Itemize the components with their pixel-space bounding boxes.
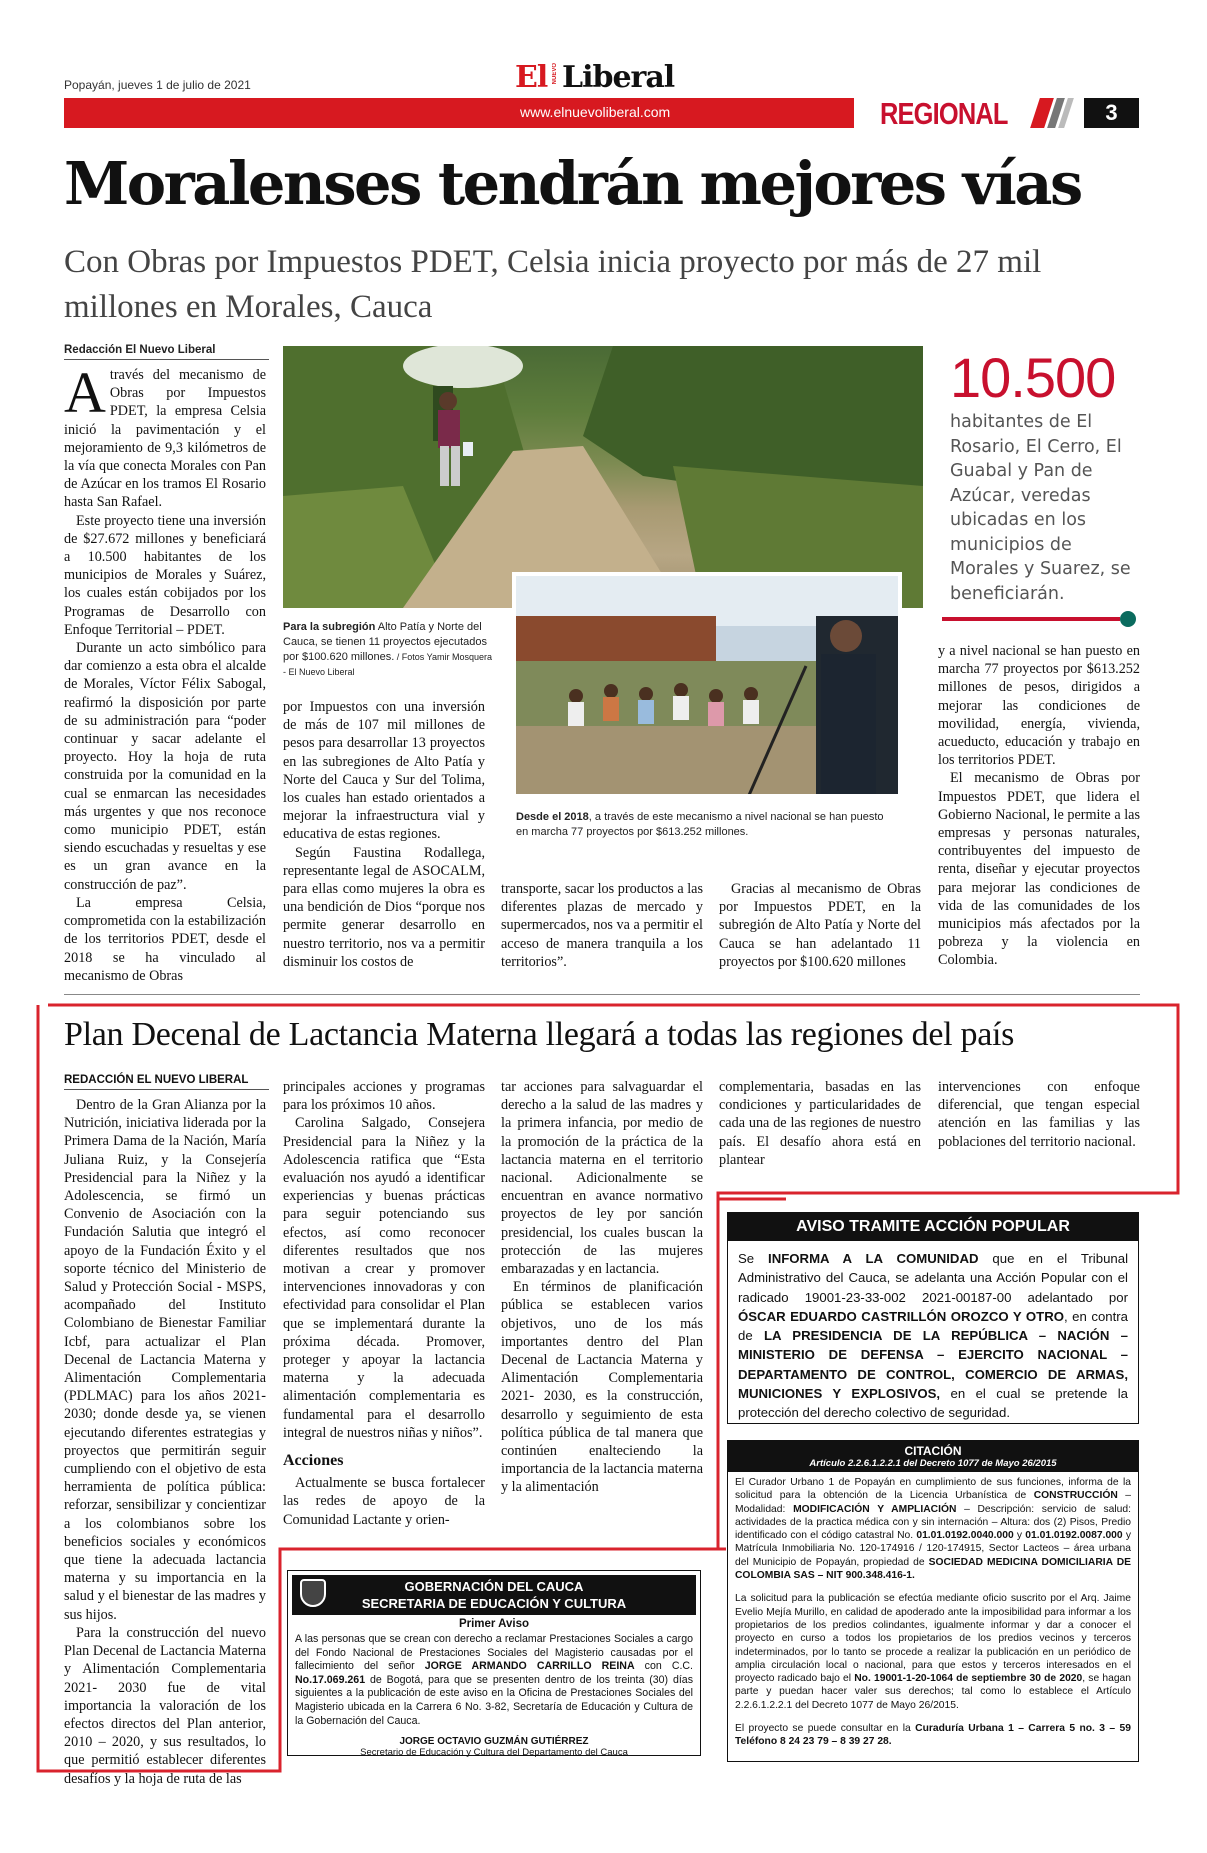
- road-photo-svg: [283, 346, 923, 608]
- cit-p1g: y: [1013, 1530, 1026, 1542]
- article2-col1-p2: Para la construcción del nuevo Plan Decenal de Lactancia Materna y Alimentación Complementaria 2021- 2030 fue de vital importancia la valoración de los efectos directos del Plan anterior, 2010 – 2020, y sus resultados, lo que permitió establecer diferentes desafíos y la hoja de ruta de las: [64, 1624, 266, 1787]
- aviso-b1: INFORMA A LA COMUNIDAD: [768, 1251, 979, 1266]
- page-number: [1084, 98, 1139, 128]
- caption-event-text: , a través de este mecanismo a nivel nacional se han puesto en marcha 77 proyectos por $613.252 millones.: [516, 811, 884, 838]
- article2-col4-p1: complementaria, basadas en las condiciones y particularidades de cada una de las regiones de nuestro país. El desafío ahora está en plantear: [719, 1079, 921, 1168]
- aviso-t2: que en el Tribunal Administrativo del Cauca, se adelanta una Acción Popular con el radicado 19001-23-33-002 2021-00187-00 adelantado por: [738, 1251, 1129, 1305]
- gobernacion-seal-icon: [300, 1579, 326, 1607]
- cit-p3a: El proyecto se puede consultar en la: [735, 1723, 916, 1735]
- citacion-box: [727, 1440, 1139, 1762]
- caption-road-bold: Para la subregión: [283, 621, 376, 633]
- gob-t1: A las personas que se crean con derecho a reclamar Prestaciones Sociales a cargo del Fondo Nacional de Prestaciones Sociales del Magisterio causadas por el fallecimiento del señor: [295, 1633, 693, 1673]
- section-divider: [64, 994, 1140, 995]
- event-photo: [512, 572, 902, 798]
- newspaper-logo: [515, 60, 695, 96]
- caption-event: [516, 810, 896, 840]
- article1-col2: [283, 698, 485, 971]
- article1-col1-p1: través del mecanismo de Obras por Impuestos PDET, la empresa Celsia inició la pavimentación y el mejoramiento de 9,3 kilómetros de la vía que conecta Morales con Pan de Azúcar en los tramos El Rosario hasta San Rafael.: [64, 367, 266, 511]
- logo-nuevo: NUEVO: [552, 63, 558, 85]
- article2-col2-sub: Acciones: [283, 1452, 344, 1470]
- pull-rule: [942, 617, 1120, 621]
- logo-el: El: [515, 60, 548, 95]
- road-photo: [283, 346, 923, 608]
- gobernacion-sign-name: JORGE OCTAVIO GUZMÁN GUTIÉRREZ: [399, 1736, 589, 1748]
- article1-col1-p2: Este proyecto tiene una inversión de $27.672 millones y beneficiará a 10.500 habitantes de los municipios de Morales y Suárez, los cuales están cobijados por los Programas de Desarrollo con Enfoque Territorial – PDET.: [64, 512, 266, 638]
- aviso-t1: Se: [738, 1251, 769, 1266]
- gobernacion-header: [292, 1575, 696, 1615]
- caption-road: [283, 620, 493, 680]
- article2-col5-p1: intervenciones con enfoque diferencial, que tengan especial atención en las familias y las poblaciones del territorio nacional.: [938, 1079, 1140, 1150]
- article1-col3-p1: transporte, sacar los productos a las diferentes plazas de mercado y supermercados, nos va a permitir el acceso de manera tranquila a los territorios”.: [501, 881, 703, 970]
- article1-col2-p2: Según Faustina Rodallega, representante legal de ASOCALM, para ellas como mujeres la obra es una bendición de Dios “porque nos permite generar desarrollo en nuestro territorio, nos va a permitir disminuir los costos de: [283, 844, 485, 970]
- aviso-t3: , en contra de: [738, 1308, 1128, 1344]
- citacion-p3: [735, 1722, 1131, 1749]
- gobernacion-box: [287, 1570, 701, 1759]
- citacion-header: [728, 1441, 1138, 1472]
- gobernacion-title2: SECRETARIA DE EDUCACIÓN Y CULTURA: [361, 1596, 627, 1611]
- article1-col3: [501, 880, 703, 971]
- pull-dot: [1120, 611, 1136, 627]
- pull-number: 10.500: [950, 346, 1116, 409]
- gob-b2: No.17.069.261: [295, 1673, 366, 1686]
- cit-p2b: No. 19001-1-20-1064 de septiembre 30 de 2020: [854, 1673, 1083, 1685]
- header-red-bar: [64, 98, 854, 128]
- gob-t2: con C.C.: [634, 1660, 694, 1673]
- cit-p1i: y Matrícula Inmobiliaria No. 120-174916 / 120-174915, Sector Lacteos – área urbana del Municipio de Popayán, propiedad de: [735, 1530, 1132, 1568]
- citacion-p1: [735, 1476, 1131, 1582]
- caption-road-credit: / Fotos Yamir Mosquera - El Nuevo Liberal: [283, 652, 493, 677]
- article2-col3: [501, 1078, 703, 1497]
- cit-p1a: El Curador Urbano 1 de Popayán en cumplimiento de sus funciones, informa de la solicitud para la obtención de la Licencia Urbanística de: [735, 1477, 1131, 1502]
- cit-p3b: Curaduría Urbana 1 – Carrera 5 no. 3 – 59 Teléfono 8 24 23 79 – 8 39 27 28.: [735, 1723, 1131, 1748]
- article1-col4: [719, 880, 921, 971]
- gobernacion-body: [292, 1633, 696, 1728]
- gob-b1: JORGE ARMANDO CARRILLO REINA: [424, 1660, 635, 1673]
- citacion-title: CITACIÓN: [904, 1444, 962, 1458]
- article1-col5-p1: y a nivel nacional se han puesto en marcha 77 proyectos por $613.252 millones de pesos, dirigidos a mejorar las condiciones de movilidad, energía, vivienda, acueducto, educación y trabajo en los territorios PDET.: [938, 643, 1140, 769]
- article2-headline: Plan Decenal de Lactancia Materna llegará a todas las regiones del país: [64, 1016, 1015, 1053]
- aviso-box: [727, 1212, 1139, 1424]
- gobernacion-title1: GOBERNACIÓN DEL CAUCA: [404, 1579, 584, 1594]
- section-label: REGIONAL: [880, 96, 1008, 131]
- cit-p1h: 01.01.0192.0087.000: [1025, 1530, 1123, 1542]
- article2-col5: [938, 1078, 1140, 1151]
- article1-col5: [938, 642, 1140, 970]
- cit-p1c: – Modalidad:: [735, 1490, 1131, 1515]
- gobernacion-sign-role: Secretario de Educación y Cultura del Departamento del Cauca: [360, 1747, 628, 1759]
- citacion-body: [728, 1472, 1138, 1753]
- article2-col3-p1: tar acciones para salvaguardar el derecho a la salud de las madres y la primera infancia, por medio de la promoción de la práctica de la lactancia materna en el territorio nacional. Adicionalmente se encuentran en avance normativo proyectos de ley por sanción presidencial, los cuales buscan la protección de las mujeres embarazadas y en lactancia.: [501, 1079, 703, 1278]
- logo-liberal: Liberal: [562, 60, 675, 95]
- article1-col1-p3: Durante un acto simbólico para dar comienzo a esta obra el alcalde de Morales, Víctor Félix Sabogal, reafirmó la disposición por parte de su administración para “poder continuar y sacar adelante el proyecto. Hoy la hoja de ruta construida por la comunidad en la cual se enmarcan las necesidades más urgentes y que nos reconoce como municipio PDET, están siendo escuchadas y resueltas y ese es un gran avance en la construcción de paz”.: [64, 640, 266, 893]
- cit-p1e: – Descripción: servicio de salud: actividades de la practica médica con y sin internación – Altura: dos (2) Pisos, Predio identificado con el código catastral No.: [735, 1503, 1131, 1542]
- article2-col1: [64, 1096, 266, 1788]
- article1-col2-p1: por Impuestos con una inversión de más de 107 mil millones de pesos para desarrollar 13 proyectos en las subregiones de Alto Patía y Norte del Cauca y Sur del Tolima, los cuales han estado orientados a mejorar la infraestructura vial y educativa de estas regiones.: [283, 699, 485, 843]
- pull-text: habitantes de El Rosario, El Cerro, El Guabal y Pan de Azúcar, veredas ubicadas en los municipios de Morales y Suarez, se beneficiarán.: [950, 412, 1131, 604]
- article2-col2: [283, 1078, 485, 1529]
- drop-cap: A: [64, 360, 106, 425]
- caption-event-bold: Desde el 2018: [516, 811, 589, 823]
- aviso-b2: ÓSCAR EDUARDO CASTRILLÓN OROZCO Y OTRO: [738, 1308, 1065, 1324]
- article1-col5-p2: El mecanismo de Obras por Impuestos PDET, que lidera el Gobierno Nacional, le permite a las empresas y personas naturales, contribuyentes del impuesto de renta, diseñar y ejecutar proyectos para mejorar las condiciones de vida de las comunidades de los municipios más afectados por la pobreza y la violencia en Colombia.: [938, 770, 1140, 969]
- aviso-body: [728, 1241, 1138, 1431]
- cit-p2a: La solicitud para la publicación se efectúa mediante oficio suscrito por el Arq. Jaime Evelio Mejía Murillo, en calidad de apoderado ante la imposibilidad para informar a los propietarios de los predios colindantes, igualmente informar y dar a conocer el proyecto en curso a todos los propietarios de los predios vecinos y terceros indeterminados, por lo tanto se procede a realizar la publicación en un periódico de amplia circulación local o nacional, para que estos y terceros interesados en el proyecto radicado bajo el: [735, 1593, 1131, 1685]
- article2-byline-rule: [64, 1089, 269, 1090]
- gobernacion-subtitle: Primer Aviso: [458, 1618, 530, 1630]
- article1-col1: [64, 360, 266, 985]
- cit-p1j: SOCIEDAD MEDICINA DOMICILIARIA DE COLOMBIA SAS – NIT 900.348.416-1.: [735, 1556, 1132, 1582]
- article2-col4: [719, 1078, 921, 1169]
- article1-headline: Moralenses tendrán mejores vías: [64, 149, 1081, 218]
- article1-col4-p1: Gracias al mecanismo de Obras por Impuestos PDET, en la subregión de Alto Patía y Norte del Cauca se han adelantado 11 proyectos por $100.620 millones: [719, 881, 921, 970]
- article2-byline: REDACCIÓN EL NUEVO LIBERAL: [64, 1074, 249, 1086]
- cit-p1f: 01.01.0192.0040.000: [916, 1530, 1014, 1542]
- cit-p1d: MODIFICACIÓN Y AMPLIACIÓN: [793, 1503, 957, 1515]
- caption-road-text: Alto Patía y Norte del Cauca, se tienen 11 proyectos ejecutados por $100.620 millones.: [283, 621, 488, 663]
- article2-col1-p1: Dentro de la Gran Alianza por la Nutrición, iniciativa liderada por la Primera Dama de la Nación, María Juliana Ruiz, y la Consejería Presidencial para la Niñez y la Adolescencia, se firmó un Convenio de Asociación con la Fundación Salutia que integró el apoyo de la Fundación Éxito y el soporte técnico del Ministerio de Salud y Protección Social - MSPS, acompañado del Instituto Colombiano de Bienestar Familiar Icbf, para actualizar el Plan Decenal de Lactancia Materna y Alimentación Complementaria (PDLMAC) para los años 2021-2030; donde desde ya, se vienen ejecutando diferentes estrategias y proyectos que permitirán seguir cumpliendo con el objetivo de esta herramienta de política pública: reforzar, sensibilizar y concientizar a los colombianos sobre los beneficios sociales y económicos que tiene la adecuada lactancia materna y su importancia en la salud y el bienestar de las madres y sus hijos.: [64, 1097, 266, 1623]
- article2-col2-p2: Carolina Salgado, Consejera Presidencial para la Niñez y la Adolescencia ratifica que “Esta evaluación nos ayudó a identificar experiencias y buenas prácticas para seguir potenciando sus efectos, así como reconocer diferentes resultados que nos motivan a crear y promover intervenciones innovadoras y con efectividad para consolidar el Plan que se implementará durante la próxima década. Promover, proteger y apoyar la lactancia materna y la adecuada alimentación complementaria es fundamental para el desarrollo integral de nuestros niñas y niños”.: [283, 1115, 485, 1441]
- citacion-subtitle: Artículo 2.2.6.1.2.2.1 del Decreto 1077 de Mayo 26/2015: [809, 1458, 1057, 1469]
- article2-col3-p2: En términos de planificación pública se establecen varios objetivos, uno de los más importantes dentro del Plan Decenal de Lactancia Materna y Alimentación Complementaria 2021- 2030, es la construcción, desarrollo y seguimiento de esta política pública de tal manera que continúen enalteciendo la importancia de la lactancia materna y la alimentación: [501, 1279, 703, 1496]
- event-photo-svg: [516, 576, 902, 798]
- article1-subhead: Con Obras por Impuestos PDET, Celsia inicia proyecto por más de 27 mil millones en Morales, Cauca: [64, 244, 1042, 325]
- article2-col2-p3: Actualmente se busca fortalecer las redes de apoyo de la Comunidad Lactante y orien-: [283, 1475, 485, 1528]
- aviso-b3: LA PRESIDENCIA DE LA REPÚBLICA – NACIÓN – MINISTERIO DE DEFENSA – EJERCITO NACIONAL – DEPARTAMENTO DE CONTROL, COMERCIO DE ARMAS, MUNICIONES Y EXPLOSIVOS,: [738, 1328, 1128, 1402]
- gob-t3: de Bogotá, para que se presenten dentro de los treinta (30) días siguientes a la publicación de este aviso en la Oficina de Prestaciones Sociales del Magisterio ubicada en la Carrera 6 No. 3-82, Secretaría de Educación y Cultura de la Gobernación del Cauca.: [295, 1673, 693, 1727]
- cit-p1b: CONSTRUCCIÓN: [1033, 1490, 1118, 1502]
- section-stripes: [1035, 98, 1079, 128]
- issue-date: Popayán, jueves 1 de julio de 2021: [64, 78, 251, 92]
- aviso-t4: en el cual se pretende la protección del derecho colectivo de seguridad.: [738, 1386, 1128, 1421]
- article1-col1-p4: La empresa Celsia, comprometida con la estabilización de los territorios PDET, desde el 2018 se ha vinculado al mecanismo de Obras: [64, 894, 266, 984]
- article2-col2-p1: principales acciones y programas para los próximos 10 años.: [283, 1079, 485, 1114]
- aviso-title: AVISO TRAMITE ACCIÓN POPULAR: [728, 1213, 1138, 1241]
- citacion-p2: [735, 1592, 1131, 1712]
- cit-p2c: , se hagan parte y puedan hacer valer sus derechos; tal como lo establece el Artículo 2.2.6.1.2.2.1 del Decreto 1077 de Mayo 26/2015.: [735, 1673, 1132, 1711]
- article1-byline: Redacción El Nuevo Liberal: [64, 344, 216, 356]
- page-number-text: 3: [1105, 100, 1118, 125]
- website-url: www.elnuevoliberal.com: [520, 104, 671, 120]
